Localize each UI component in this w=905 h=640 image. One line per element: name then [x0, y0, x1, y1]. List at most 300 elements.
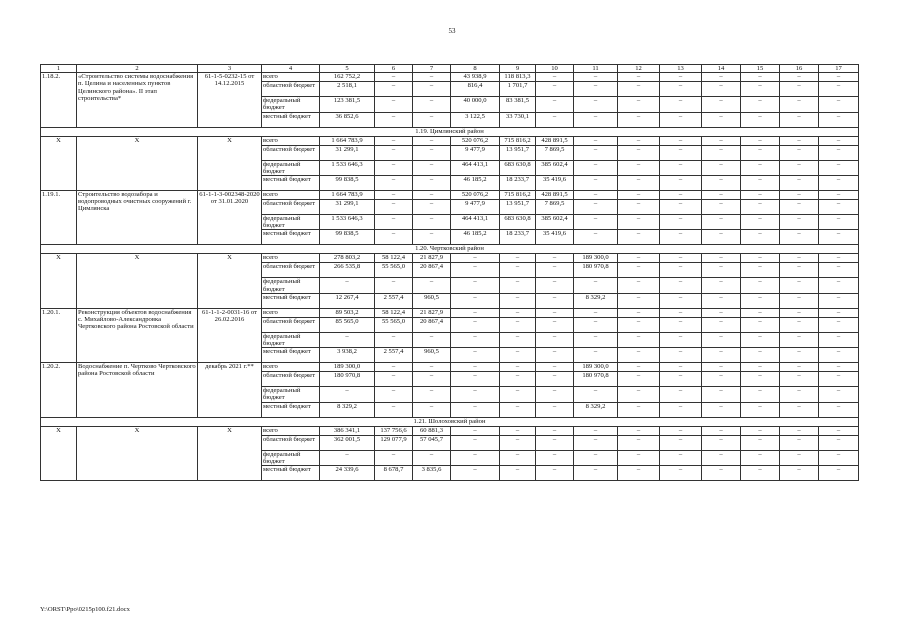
- funding-source-label: всего: [262, 136, 320, 145]
- amount-cell: 21 827,9: [413, 254, 451, 263]
- amount-cell: –: [702, 317, 741, 332]
- amount-cell: –: [618, 263, 660, 278]
- column-number-cell: 17: [819, 65, 859, 73]
- funding-source-label: местный бюджет: [262, 466, 320, 481]
- amount-cell: 683 630,8: [500, 160, 536, 175]
- amount-cell: –: [536, 450, 574, 465]
- amount-cell: –: [780, 363, 819, 372]
- item-document: 61-1-5-0232-15 от 14.12.2015: [198, 73, 262, 127]
- amount-cell: –: [819, 372, 859, 387]
- amount-cell: –: [574, 112, 618, 127]
- amount-cell: 40 000,0: [451, 97, 500, 112]
- amount-cell: –: [780, 372, 819, 387]
- amount-cell: 816,4: [451, 82, 500, 97]
- amount-cell: –: [702, 308, 741, 317]
- amount-cell: 31 299,1: [320, 200, 375, 215]
- amount-cell: –: [500, 426, 536, 435]
- page-number: 53: [448, 27, 456, 35]
- amount-cell: 683 630,8: [500, 215, 536, 230]
- amount-cell: –: [780, 332, 819, 347]
- amount-cell: –: [780, 348, 819, 363]
- amount-cell: 189 300,0: [574, 363, 618, 372]
- amount-cell: –: [451, 402, 500, 417]
- amount-cell: –: [375, 215, 413, 230]
- amount-cell: –: [819, 200, 859, 215]
- amount-cell: –: [500, 450, 536, 465]
- amount-cell: –: [500, 332, 536, 347]
- amount-cell: –: [574, 230, 618, 245]
- amount-cell: –: [780, 426, 819, 435]
- amount-cell: –: [574, 332, 618, 347]
- amount-cell: –: [780, 254, 819, 263]
- amount-cell: –: [819, 136, 859, 145]
- amount-cell: –: [660, 230, 702, 245]
- budget-table: [40, 64, 858, 481]
- amount-cell: –: [618, 308, 660, 317]
- amount-cell: –: [375, 332, 413, 347]
- column-number-cell: 9: [500, 65, 536, 73]
- funding-source-label: федеральный бюджет: [262, 278, 320, 293]
- amount-cell: –: [618, 466, 660, 481]
- column-number-cell: 1: [41, 65, 77, 73]
- amount-cell: –: [413, 372, 451, 387]
- amount-cell: –: [413, 136, 451, 145]
- funding-source-label: всего: [262, 73, 320, 82]
- amount-cell: –: [780, 97, 819, 112]
- amount-cell: –: [536, 254, 574, 263]
- amount-cell: 8 329,2: [320, 402, 375, 417]
- amount-cell: –: [780, 402, 819, 417]
- amount-cell: 1 664 783,9: [320, 136, 375, 145]
- amount-cell: –: [819, 176, 859, 191]
- amount-cell: –: [451, 254, 500, 263]
- column-number-cell: 11: [574, 65, 618, 73]
- amount-cell: –: [780, 317, 819, 332]
- amount-cell: 12 267,4: [320, 293, 375, 308]
- amount-cell: –: [780, 215, 819, 230]
- amount-cell: –: [702, 160, 741, 175]
- amount-cell: –: [702, 176, 741, 191]
- amount-cell: 35 419,6: [536, 230, 574, 245]
- amount-cell: –: [618, 145, 660, 160]
- amount-cell: –: [660, 426, 702, 435]
- column-number-cell: 10: [536, 65, 574, 73]
- amount-cell: –: [741, 348, 780, 363]
- amount-cell: 2 557,4: [375, 293, 413, 308]
- amount-cell: 46 185,2: [451, 230, 500, 245]
- item-document: Х: [198, 426, 262, 480]
- amount-cell: –: [618, 332, 660, 347]
- amount-cell: 13 951,7: [500, 145, 536, 160]
- amount-cell: –: [413, 112, 451, 127]
- funding-source-label: федеральный бюджет: [262, 387, 320, 402]
- amount-cell: –: [741, 97, 780, 112]
- amount-cell: –: [500, 372, 536, 387]
- budget-row: [41, 73, 859, 82]
- amount-cell: 8 329,2: [574, 402, 618, 417]
- funding-source-label: всего: [262, 363, 320, 372]
- amount-cell: 189 300,0: [574, 254, 618, 263]
- amount-cell: –: [375, 402, 413, 417]
- amount-cell: –: [660, 97, 702, 112]
- amount-cell: –: [741, 82, 780, 97]
- amount-cell: –: [819, 402, 859, 417]
- amount-cell: 715 816,2: [500, 191, 536, 200]
- column-number-cell: 8: [451, 65, 500, 73]
- amount-cell: 33 730,1: [500, 112, 536, 127]
- amount-cell: –: [819, 215, 859, 230]
- amount-cell: 715 816,2: [500, 136, 536, 145]
- amount-cell: –: [375, 387, 413, 402]
- amount-cell: –: [780, 293, 819, 308]
- amount-cell: –: [413, 145, 451, 160]
- amount-cell: –: [780, 191, 819, 200]
- budget-row: [41, 191, 859, 200]
- amount-cell: –: [451, 317, 500, 332]
- amount-cell: –: [618, 254, 660, 263]
- amount-cell: –: [413, 278, 451, 293]
- amount-cell: –: [702, 112, 741, 127]
- amount-cell: 20 867,4: [413, 317, 451, 332]
- amount-cell: –: [574, 308, 618, 317]
- amount-cell: –: [702, 387, 741, 402]
- amount-cell: 162 752,2: [320, 73, 375, 82]
- amount-cell: –: [780, 387, 819, 402]
- column-number-cell: 13: [660, 65, 702, 73]
- amount-cell: 266 535,8: [320, 263, 375, 278]
- amount-cell: –: [451, 372, 500, 387]
- amount-cell: –: [702, 97, 741, 112]
- item-code: 1.19.1.: [41, 191, 77, 245]
- item-code: Х: [41, 426, 77, 480]
- amount-cell: –: [741, 176, 780, 191]
- amount-cell: –: [375, 372, 413, 387]
- amount-cell: –: [536, 308, 574, 317]
- amount-cell: 85 565,0: [320, 317, 375, 332]
- section-title: 1.20. Чертковский район: [41, 245, 859, 254]
- amount-cell: 464 413,1: [451, 215, 500, 230]
- amount-cell: 99 838,5: [320, 230, 375, 245]
- item-name: Реконструкция объектов водоснабжения с. Михайлово-Александровка Чертковского района Ростовской области: [77, 308, 198, 362]
- column-number-row: [41, 65, 859, 73]
- amount-cell: –: [618, 191, 660, 200]
- amount-cell: –: [574, 160, 618, 175]
- amount-cell: –: [702, 73, 741, 82]
- amount-cell: –: [741, 278, 780, 293]
- amount-cell: –: [375, 82, 413, 97]
- column-number-cell: 14: [702, 65, 741, 73]
- amount-cell: –: [413, 230, 451, 245]
- amount-cell: –: [819, 73, 859, 82]
- amount-cell: –: [536, 73, 574, 82]
- amount-cell: –: [451, 435, 500, 450]
- amount-cell: –: [500, 263, 536, 278]
- amount-cell: 2 518,1: [320, 82, 375, 97]
- budget-row: [41, 308, 859, 317]
- amount-cell: –: [660, 254, 702, 263]
- amount-cell: 386 341,1: [320, 426, 375, 435]
- funding-source-label: местный бюджет: [262, 176, 320, 191]
- amount-cell: –: [702, 215, 741, 230]
- funding-source-label: областной бюджет: [262, 82, 320, 97]
- amount-cell: –: [780, 230, 819, 245]
- amount-cell: –: [660, 402, 702, 417]
- funding-source-label: областной бюджет: [262, 263, 320, 278]
- amount-cell: –: [375, 97, 413, 112]
- budget-row: [41, 254, 859, 263]
- amount-cell: –: [741, 73, 780, 82]
- amount-cell: –: [618, 136, 660, 145]
- amount-cell: –: [500, 466, 536, 481]
- amount-cell: 9 477,9: [451, 145, 500, 160]
- amount-cell: –: [500, 348, 536, 363]
- amount-cell: –: [741, 450, 780, 465]
- amount-cell: 55 565,0: [375, 317, 413, 332]
- amount-cell: –: [574, 73, 618, 82]
- funding-source-label: всего: [262, 191, 320, 200]
- item-document: Х: [198, 136, 262, 190]
- amount-cell: 20 867,4: [413, 263, 451, 278]
- amount-cell: 385 602,4: [536, 215, 574, 230]
- amount-cell: 2 557,4: [375, 348, 413, 363]
- amount-cell: 7 869,5: [536, 145, 574, 160]
- amount-cell: –: [741, 112, 780, 127]
- amount-cell: –: [819, 263, 859, 278]
- amount-cell: –: [702, 332, 741, 347]
- amount-cell: –: [702, 254, 741, 263]
- amount-cell: –: [780, 435, 819, 450]
- funding-source-label: областной бюджет: [262, 317, 320, 332]
- amount-cell: –: [536, 466, 574, 481]
- amount-cell: –: [618, 426, 660, 435]
- item-document: Х: [198, 254, 262, 308]
- amount-cell: –: [660, 372, 702, 387]
- amount-cell: –: [741, 254, 780, 263]
- amount-cell: –: [741, 136, 780, 145]
- amount-cell: –: [375, 450, 413, 465]
- amount-cell: 99 838,5: [320, 176, 375, 191]
- amount-cell: 1 533 646,3: [320, 160, 375, 175]
- amount-cell: –: [320, 450, 375, 465]
- amount-cell: –: [819, 435, 859, 450]
- amount-cell: –: [536, 363, 574, 372]
- amount-cell: –: [375, 73, 413, 82]
- amount-cell: –: [819, 332, 859, 347]
- amount-cell: –: [536, 348, 574, 363]
- section-header-row: [41, 245, 859, 254]
- amount-cell: –: [320, 278, 375, 293]
- amount-cell: –: [702, 200, 741, 215]
- amount-cell: –: [819, 293, 859, 308]
- amount-cell: –: [618, 450, 660, 465]
- amount-cell: –: [618, 73, 660, 82]
- amount-cell: –: [618, 200, 660, 215]
- footer-file-path: Y:\ORST\Ppo\0215p100.f21.docx: [40, 606, 130, 613]
- amount-cell: –: [413, 332, 451, 347]
- amount-cell: 58 122,4: [375, 254, 413, 263]
- amount-cell: –: [618, 348, 660, 363]
- amount-cell: –: [819, 112, 859, 127]
- amount-cell: 428 891,5: [536, 191, 574, 200]
- amount-cell: –: [660, 263, 702, 278]
- amount-cell: –: [660, 136, 702, 145]
- amount-cell: 43 938,9: [451, 73, 500, 82]
- amount-cell: –: [819, 466, 859, 481]
- amount-cell: –: [819, 308, 859, 317]
- amount-cell: –: [819, 363, 859, 372]
- funding-source-label: местный бюджет: [262, 230, 320, 245]
- amount-cell: –: [660, 112, 702, 127]
- amount-cell: 21 827,9: [413, 308, 451, 317]
- amount-cell: –: [780, 450, 819, 465]
- amount-cell: –: [618, 317, 660, 332]
- amount-cell: –: [819, 426, 859, 435]
- amount-cell: –: [702, 230, 741, 245]
- amount-cell: –: [819, 348, 859, 363]
- amount-cell: 3 938,2: [320, 348, 375, 363]
- amount-cell: –: [660, 160, 702, 175]
- amount-cell: –: [741, 387, 780, 402]
- amount-cell: 18 233,7: [500, 176, 536, 191]
- amount-cell: –: [618, 176, 660, 191]
- amount-cell: 180 970,8: [574, 372, 618, 387]
- amount-cell: –: [375, 363, 413, 372]
- amount-cell: –: [660, 450, 702, 465]
- funding-source-label: местный бюджет: [262, 293, 320, 308]
- amount-cell: –: [660, 363, 702, 372]
- amount-cell: –: [618, 293, 660, 308]
- amount-cell: –: [413, 160, 451, 175]
- amount-cell: –: [660, 191, 702, 200]
- amount-cell: 83 381,5: [500, 97, 536, 112]
- amount-cell: 189 300,0: [320, 363, 375, 372]
- amount-cell: –: [618, 112, 660, 127]
- item-name: Х: [77, 136, 198, 190]
- amount-cell: –: [451, 263, 500, 278]
- funding-source-label: местный бюджет: [262, 402, 320, 417]
- amount-cell: –: [574, 145, 618, 160]
- amount-cell: –: [618, 387, 660, 402]
- amount-cell: –: [320, 387, 375, 402]
- amount-cell: 46 185,2: [451, 176, 500, 191]
- amount-cell: 428 891,5: [536, 136, 574, 145]
- amount-cell: –: [574, 215, 618, 230]
- amount-cell: –: [741, 263, 780, 278]
- amount-cell: –: [618, 363, 660, 372]
- amount-cell: –: [780, 263, 819, 278]
- amount-cell: 960,5: [413, 348, 451, 363]
- amount-cell: –: [574, 176, 618, 191]
- amount-cell: –: [660, 215, 702, 230]
- amount-cell: –: [741, 230, 780, 245]
- amount-cell: –: [660, 293, 702, 308]
- amount-cell: 278 803,2: [320, 254, 375, 263]
- amount-cell: –: [702, 372, 741, 387]
- item-code: Х: [41, 136, 77, 190]
- amount-cell: –: [660, 308, 702, 317]
- amount-cell: –: [819, 317, 859, 332]
- amount-cell: –: [660, 73, 702, 82]
- amount-cell: –: [536, 372, 574, 387]
- item-document: декабрь 2021 г.**: [198, 363, 262, 417]
- amount-cell: –: [451, 278, 500, 293]
- amount-cell: –: [780, 308, 819, 317]
- amount-cell: –: [660, 82, 702, 97]
- amount-cell: 180 970,8: [320, 372, 375, 387]
- amount-cell: –: [500, 254, 536, 263]
- amount-cell: –: [702, 82, 741, 97]
- amount-cell: –: [702, 278, 741, 293]
- budget-row: [41, 426, 859, 435]
- amount-cell: –: [780, 466, 819, 481]
- amount-cell: –: [574, 191, 618, 200]
- amount-cell: –: [451, 466, 500, 481]
- budget-row: [41, 136, 859, 145]
- funding-source-label: федеральный бюджет: [262, 215, 320, 230]
- amount-cell: –: [618, 435, 660, 450]
- amount-cell: –: [819, 450, 859, 465]
- amount-cell: –: [702, 466, 741, 481]
- amount-cell: –: [819, 97, 859, 112]
- column-number-cell: 2: [77, 65, 198, 73]
- amount-cell: –: [741, 402, 780, 417]
- funding-source-label: федеральный бюджет: [262, 450, 320, 465]
- funding-source-label: местный бюджет: [262, 348, 320, 363]
- amount-cell: –: [741, 332, 780, 347]
- amount-cell: –: [500, 363, 536, 372]
- amount-cell: –: [819, 145, 859, 160]
- amount-cell: –: [536, 82, 574, 97]
- item-name: «Строительство системы водоснабжения п. Целина и населенных пунктов Целинского района». II этап строительства*: [77, 73, 198, 127]
- amount-cell: –: [660, 176, 702, 191]
- amount-cell: –: [536, 387, 574, 402]
- amount-cell: –: [819, 387, 859, 402]
- amount-cell: –: [780, 145, 819, 160]
- amount-cell: –: [660, 317, 702, 332]
- amount-cell: –: [375, 176, 413, 191]
- amount-cell: –: [702, 263, 741, 278]
- amount-cell: –: [741, 200, 780, 215]
- amount-cell: –: [413, 450, 451, 465]
- section-title: 1.19. Цимлянский район: [41, 127, 859, 136]
- amount-cell: –: [741, 435, 780, 450]
- amount-cell: 35 419,6: [536, 176, 574, 191]
- amount-cell: –: [618, 215, 660, 230]
- amount-cell: –: [536, 278, 574, 293]
- amount-cell: 8 329,2: [574, 293, 618, 308]
- amount-cell: 520 076,2: [451, 136, 500, 145]
- funding-source-label: местный бюджет: [262, 112, 320, 127]
- amount-cell: –: [702, 426, 741, 435]
- amount-cell: –: [500, 387, 536, 402]
- amount-cell: 118 813,3: [500, 73, 536, 82]
- amount-cell: –: [536, 317, 574, 332]
- amount-cell: –: [780, 112, 819, 127]
- amount-cell: –: [741, 191, 780, 200]
- amount-cell: –: [702, 363, 741, 372]
- funding-source-label: областной бюджет: [262, 435, 320, 450]
- amount-cell: –: [536, 97, 574, 112]
- item-name: Х: [77, 254, 198, 308]
- amount-cell: 31 299,1: [320, 145, 375, 160]
- amount-cell: –: [618, 160, 660, 175]
- amount-cell: –: [536, 332, 574, 347]
- amount-cell: –: [702, 348, 741, 363]
- amount-cell: –: [451, 363, 500, 372]
- amount-cell: –: [702, 435, 741, 450]
- amount-cell: –: [741, 308, 780, 317]
- amount-cell: –: [819, 254, 859, 263]
